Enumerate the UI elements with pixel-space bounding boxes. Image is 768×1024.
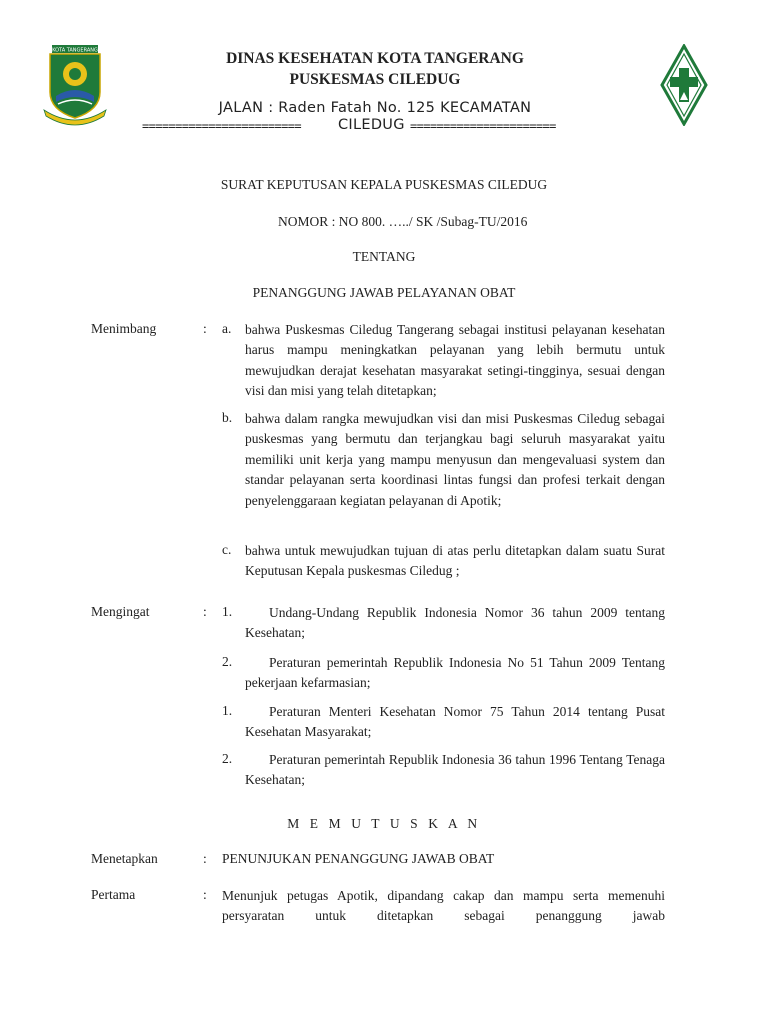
pertama-label: Pertama	[91, 887, 136, 902]
pertama-text: Menunjuk petugas Apotik, dipandang cakap dan mampu serta memenuhi persyaratan untuk ditetapkan sebagai penanggung jawab	[222, 888, 665, 924]
about-heading: TENTANG	[352, 249, 416, 264]
menimbang-mark-a: a.	[222, 321, 232, 336]
mengingat-mark-1: 1.	[222, 604, 233, 619]
clinic-name: PUSKESMAS CILEDUG	[289, 71, 461, 88]
menimbang-mark-b: b.	[222, 410, 233, 425]
mengingat-text-1: Undang-Undang Republik Indonesia Nomor 36 tahun 2009 tentang Kesehatan;	[245, 605, 665, 641]
menetapkan-label: Menetapkan	[91, 851, 158, 866]
emblem-caption: KOTA TANGERANG	[52, 47, 98, 54]
decree-title: SURAT KEPUTUSAN KEPALA PUSKESMAS CILEDUG	[220, 177, 548, 192]
mengingat-item-1	[245, 603, 665, 644]
menimbang-label: Menimbang	[91, 321, 157, 336]
decree-subject: PENANGGUNG JAWAB PELAYANAN OBAT	[252, 285, 516, 300]
mengingat-item-3	[245, 702, 665, 743]
menimbang-item-c: bahwa untuk mewujudkan tujuan di atas perlu ditetapkan dalam suatu Surat Keputusan Kepala puskesmas Ciledug ;	[245, 543, 665, 579]
menimbang-item-a: bahwa Puskesmas Ciledug Tangerang sebagai institusi pelayanan kesehatan harus mampu meningkatkan pelayanan yang lebih bermutu untuk mewujudkan derajat kesehatan masyarakat setingi-tingginya, sesuai dengan visi dan misi yang telah ditetapkan;	[245, 322, 665, 399]
decree-number: NOMOR : NO 800. …../ SK /Subag-TU/2016	[278, 214, 528, 229]
letterhead	[0, 0, 768, 140]
mengingat-item-4	[245, 750, 665, 791]
header-rule	[142, 118, 598, 136]
pertama-colon: :	[203, 887, 207, 902]
address-district: CILEDUG	[338, 117, 405, 133]
rule-left: ========================	[142, 119, 301, 133]
menetapkan-text: PENUNJUKAN PENANGGUNG JAWAB OBAT	[222, 851, 495, 866]
puskesmas-logo	[660, 44, 708, 126]
menimbang-item-b: bahwa dalam rangka mewujudkan visi dan misi Puskesmas Ciledug sebagai puskesmas yang bermutu dan terjangkau bagi seluruh masyarakat yaitu memiliki unit kerja yang mampu menyusun dan mengevaluasi system dan standar pelayanan serta koordinasi lintas fungsi dan profesi terkait dengan penyelenggaraan kegiatan pelayanan di Apotik;	[245, 411, 665, 508]
city-emblem-logo	[42, 44, 108, 126]
mengingat-mark-3: 1.	[222, 703, 233, 718]
rule-right: ======================	[410, 119, 556, 133]
agency-name: DINAS KESEHATAN KOTA TANGERANG	[226, 50, 524, 67]
address-line: JALAN : Raden Fatah No. 125 KECAMATAN	[218, 100, 532, 116]
mengingat-text-3: Peraturan Menteri Kesehatan Nomor 75 Tahun 2014 tentang Pusat Kesehatan Masyarakat;	[245, 704, 665, 740]
mengingat-text-2: Peraturan pemerintah Republik Indonesia No 51 Tahun 2009 Tentang pekerjaan kefarmasian;	[245, 655, 665, 691]
decision-heading: M E M U T U S K A N	[287, 816, 481, 831]
mengingat-mark-2: 2.	[222, 654, 233, 669]
menimbang-colon: :	[203, 321, 207, 336]
mengingat-colon: :	[203, 604, 207, 619]
mengingat-item-2	[245, 653, 665, 694]
menetapkan-colon: :	[203, 851, 207, 866]
mengingat-label: Mengingat	[91, 604, 150, 619]
menimbang-mark-c: c.	[222, 542, 232, 557]
mengingat-mark-4: 2.	[222, 751, 233, 766]
mengingat-text-4: Peraturan pemerintah Republik Indonesia 36 tahun 1996 Tentang Tenaga Kesehatan;	[245, 752, 665, 788]
